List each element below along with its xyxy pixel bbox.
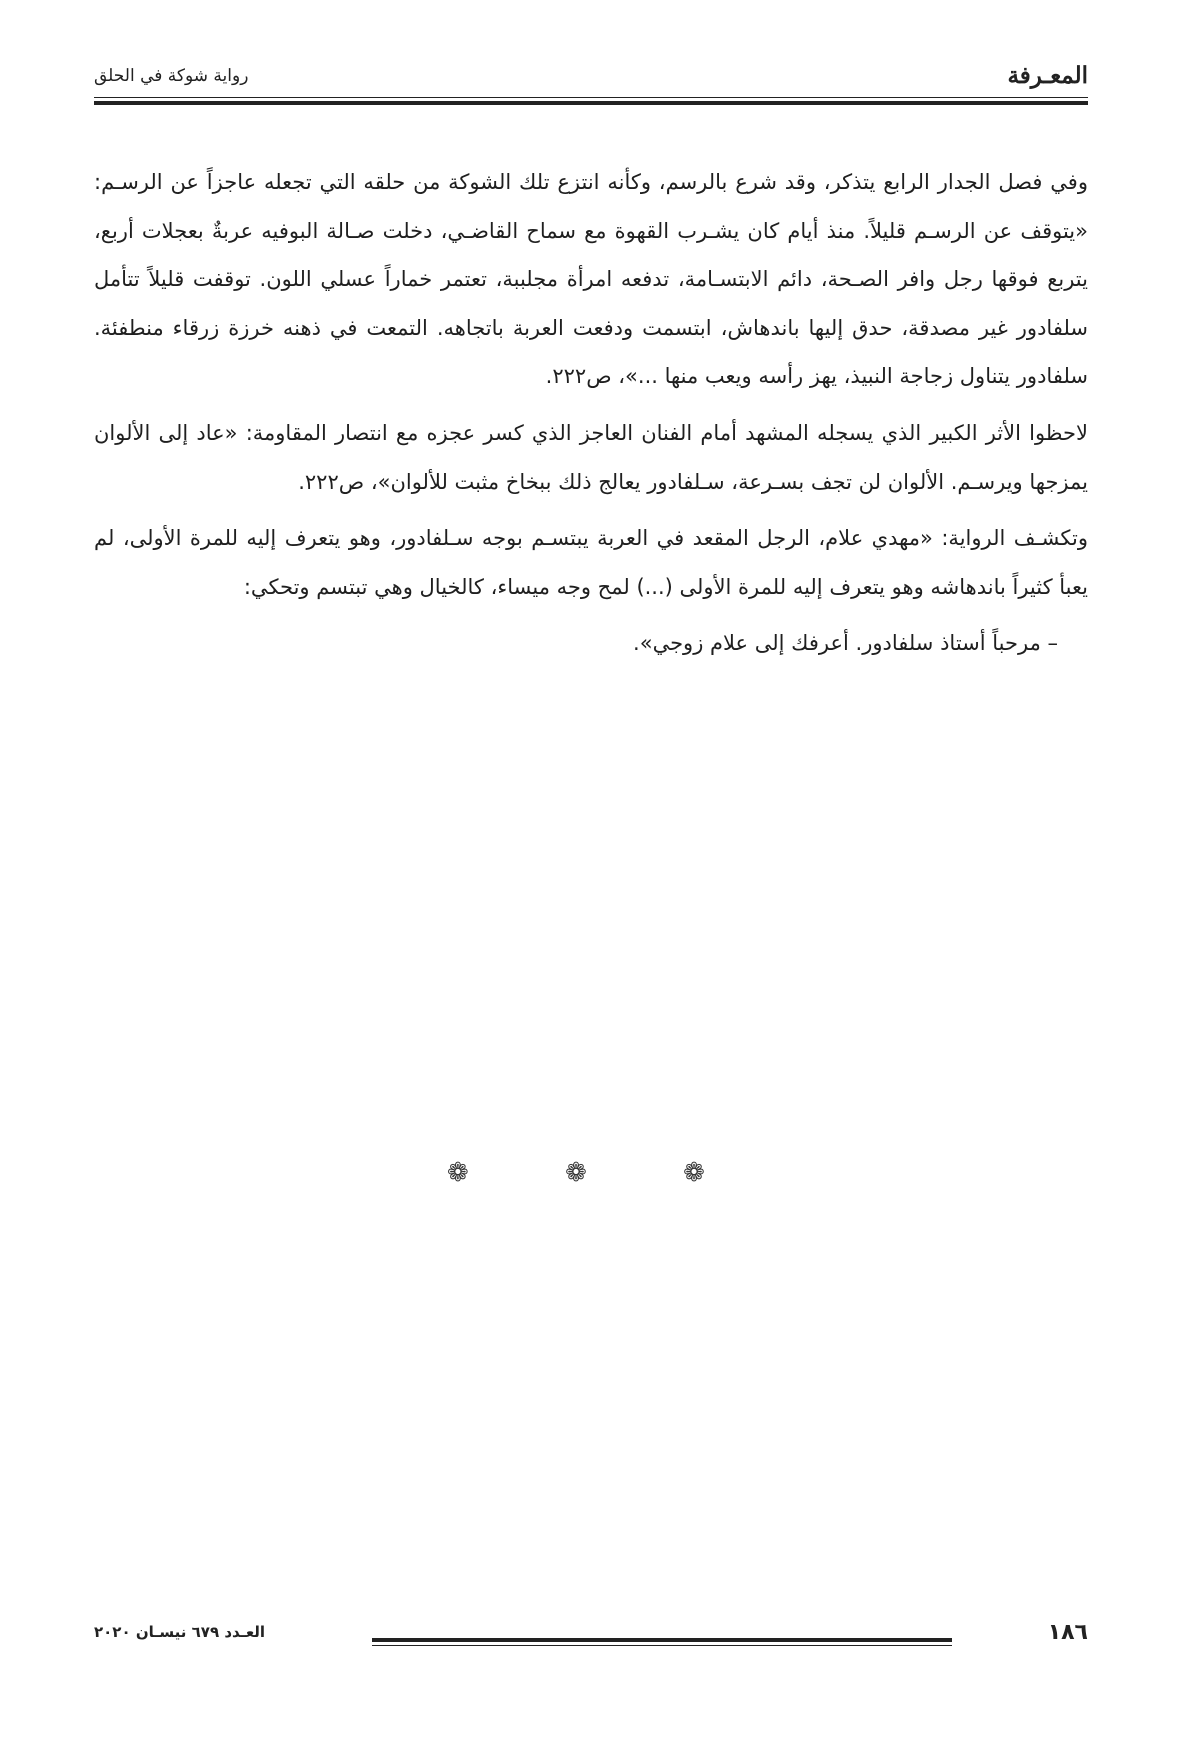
header-rule-thick: [94, 101, 1088, 105]
footer-rule-thin: [372, 1645, 952, 1646]
running-title: رواية شوكة في الحلق: [94, 66, 249, 86]
page-footer: [94, 1620, 1088, 1660]
header-rule-thin: [94, 97, 1088, 98]
article-body: [94, 158, 1088, 668]
footer-rule-thick: [372, 1638, 952, 1642]
page-number: ١٨٦: [1047, 1620, 1088, 1645]
page-header: [94, 58, 1088, 98]
paragraph: وتكشـف الرواية: «مهدي علام، الرجل المقعد في العربة يبتسـم بوجه سـلفادور، وهو يتعرف إليه للمرة الأولى، لم يعبأ كثيراً باندهاشه وهو يتعرف إليه للمرة الأولى (...) لمح وجه ميساء، كالخيال وهي تبتسم وتحكي:: [94, 526, 1088, 599]
section-divider-ornament: [0, 1158, 1182, 1188]
issue-info: العـدد ٦٧٩ نيسـان ٢٠٢٠: [94, 1623, 266, 1641]
flower-icon: ❁: [683, 1158, 735, 1188]
flower-icon: ❁: [447, 1158, 499, 1188]
dialog-line: – مرحباً أستاذ سلفادور. أعرفك إلى علام زوجي».: [633, 631, 1058, 656]
flower-icon: ❁: [565, 1158, 617, 1188]
magazine-logo: المعـرفة: [1007, 62, 1088, 89]
paragraph: وفي فصل الجدار الرابع يتذكر، وقد شرع بالرسم، وكأنه انتزع تلك الشوكة من حلقه التي تجعله عاجزاً عن الرسـم: «يتوقف عن الرسـم قليلاً. منذ أيام كان يشـرب القهوة مع سماح القاضـي، دخلت صـالة البوفيه عربةٌ بعجلات أربع، يتربع فوقها رجل وافر الصـحة، دائم الابتسـامة، تدفعه امرأة مجلببة، تعتمر خماراً عسلي اللون. توقفت قليلاً تتأمل سلفادور غير مصدقة، حدق إليها باندهاش، ابتسمت ودفعت العربة باتجاهه. التمعت في ذهنه خرزة زرقاء منطفئة. سلفادور يتناول زجاجة النبيذ، يهز رأسه ويعب منها ...»، ص٢٢٢.: [94, 170, 1088, 389]
paragraph: لاحظوا الأثر الكبير الذي يسجله المشهد أمام الفنان العاجز الذي كسر عجزه مع انتصار المقاومة: «عاد إلى الألوان يمزجها ويرسـم. الألوان لن تجف بسـرعة، سـلفادور يعالج ذلك ببخاخ مثبت للألوان»، ص٢٢٢.: [94, 420, 1088, 494]
